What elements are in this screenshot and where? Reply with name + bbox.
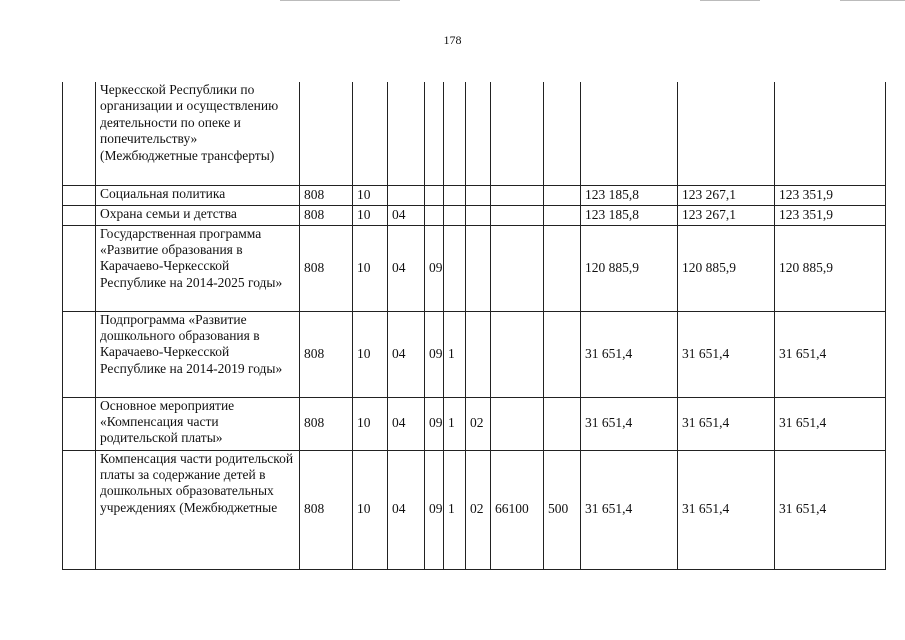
year3-amount	[775, 82, 886, 185]
subprogram-code-cell: 1	[444, 397, 466, 450]
blank-cell	[63, 311, 96, 397]
blank-cell	[63, 185, 96, 205]
event-code-cell	[466, 205, 491, 225]
row-name: Компенсация части родительской платы за содержание детей в дошкольных образовательных учреждениях (Межбюджетные	[96, 450, 300, 569]
year3-amount: 31 651,4	[775, 311, 886, 397]
blank-cell	[63, 397, 96, 450]
pr-cell: 04	[388, 205, 425, 225]
year1-amount: 123 185,8	[581, 205, 678, 225]
program-code-cell	[425, 205, 444, 225]
blank-cell	[63, 225, 96, 311]
ved-cell: 808	[300, 450, 353, 569]
blank-cell	[63, 82, 96, 185]
direction-code-cell	[491, 311, 544, 397]
ved-cell: 808	[300, 397, 353, 450]
year2-amount: 31 651,4	[678, 397, 775, 450]
event-code-cell: 02	[466, 397, 491, 450]
year1-amount: 120 885,9	[581, 225, 678, 311]
program-code-cell: 09	[425, 450, 444, 569]
table-row	[63, 311, 886, 397]
vr-cell	[544, 185, 581, 205]
subprogram-code-cell	[444, 82, 466, 185]
year3-amount: 120 885,9	[775, 225, 886, 311]
direction-code-cell	[491, 225, 544, 311]
year2-amount	[678, 82, 775, 185]
ved-cell: 808	[300, 225, 353, 311]
year1-amount: 31 651,4	[581, 311, 678, 397]
program-code-cell	[425, 82, 444, 185]
rz-cell: 10	[353, 397, 388, 450]
year1-amount	[581, 82, 678, 185]
row-name: Социальная политика	[96, 185, 300, 205]
subprogram-code-cell: 1	[444, 311, 466, 397]
program-code-cell: 09	[425, 397, 444, 450]
blank-cell	[63, 450, 96, 569]
vr-cell	[544, 225, 581, 311]
ved-cell: 808	[300, 185, 353, 205]
row-name: Подпрограмма «Развитие дошкольного образования в Карачаево-Черкесской Республике на 2014-2019 годы»	[96, 311, 300, 397]
page-number: 178	[443, 33, 462, 47]
pr-cell: 04	[388, 225, 425, 311]
subprogram-code-cell	[444, 205, 466, 225]
event-code-cell	[466, 225, 491, 311]
row-name: Черкесской Республики по организации и осуществлению деятельности по опеке и попечительству» (Межбюджетные трансферты)	[96, 82, 300, 185]
rz-cell	[353, 82, 388, 185]
row-name: Основное мероприятие «Компенсация части родительской платы»	[96, 397, 300, 450]
budget-table	[62, 82, 886, 570]
year1-amount: 31 651,4	[581, 397, 678, 450]
year1-amount: 123 185,8	[581, 185, 678, 205]
pr-cell	[388, 185, 425, 205]
table-row	[63, 225, 886, 311]
direction-code-cell	[491, 205, 544, 225]
vr-cell: 500	[544, 450, 581, 569]
year2-amount: 123 267,1	[678, 205, 775, 225]
year3-amount: 123 351,9	[775, 185, 886, 205]
year3-amount: 31 651,4	[775, 450, 886, 569]
rz-cell: 10	[353, 450, 388, 569]
program-code-cell	[425, 185, 444, 205]
event-code-cell	[466, 185, 491, 205]
table-row	[63, 397, 886, 450]
year2-amount: 120 885,9	[678, 225, 775, 311]
table-row	[63, 82, 886, 185]
direction-code-cell: 66100	[491, 450, 544, 569]
year2-amount: 31 651,4	[678, 450, 775, 569]
vr-cell	[544, 397, 581, 450]
vr-cell	[544, 311, 581, 397]
subprogram-code-cell	[444, 185, 466, 205]
ved-cell: 808	[300, 205, 353, 225]
pr-cell	[388, 82, 425, 185]
pr-cell: 04	[388, 311, 425, 397]
table-row	[63, 185, 886, 205]
direction-code-cell	[491, 185, 544, 205]
year1-amount: 31 651,4	[581, 450, 678, 569]
rz-cell: 10	[353, 225, 388, 311]
vr-cell	[544, 205, 581, 225]
ved-cell	[300, 82, 353, 185]
subprogram-code-cell	[444, 225, 466, 311]
pr-cell: 04	[388, 450, 425, 569]
program-code-cell: 09	[425, 311, 444, 397]
subprogram-code-cell: 1	[444, 450, 466, 569]
year2-amount: 123 267,1	[678, 185, 775, 205]
table-row	[63, 205, 886, 225]
blank-cell	[63, 205, 96, 225]
event-code-cell	[466, 82, 491, 185]
direction-code-cell	[491, 397, 544, 450]
event-code-cell	[466, 311, 491, 397]
program-code-cell: 09	[425, 225, 444, 311]
row-name: Охрана семьи и детства	[96, 205, 300, 225]
vr-cell	[544, 82, 581, 185]
rz-cell: 10	[353, 205, 388, 225]
direction-code-cell	[491, 82, 544, 185]
year2-amount: 31 651,4	[678, 311, 775, 397]
year3-amount: 31 651,4	[775, 397, 886, 450]
row-name: Государственная программа «Развитие образования в Карачаево-Черкесской Республике на 2014-2025 годы»	[96, 225, 300, 311]
event-code-cell: 02	[466, 450, 491, 569]
pr-cell: 04	[388, 397, 425, 450]
rz-cell: 10	[353, 311, 388, 397]
rz-cell: 10	[353, 185, 388, 205]
table-row	[63, 450, 886, 569]
ved-cell: 808	[300, 311, 353, 397]
year3-amount: 123 351,9	[775, 205, 886, 225]
